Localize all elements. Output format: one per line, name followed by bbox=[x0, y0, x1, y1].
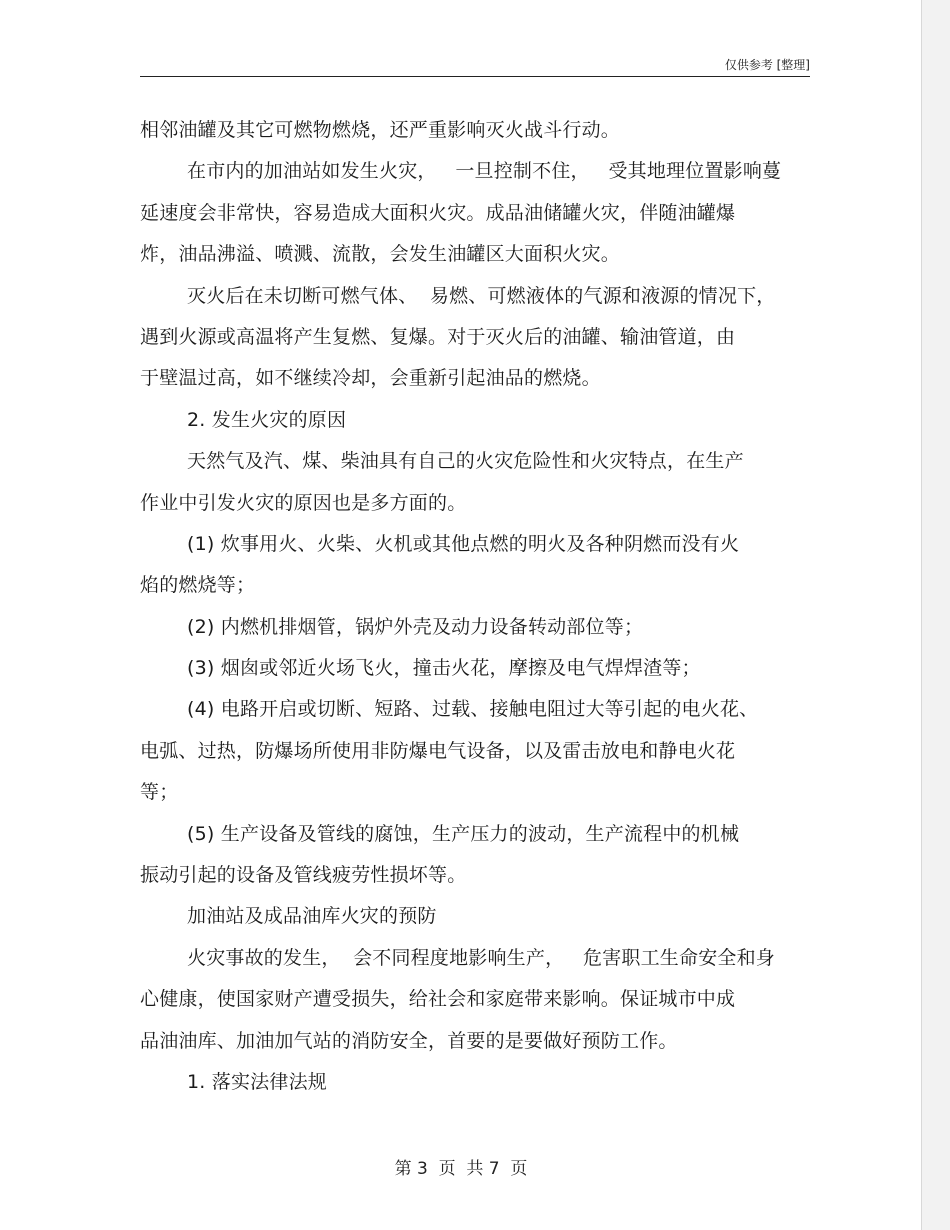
text-line: 作业中引发火灾的原因也是多方面的。 bbox=[140, 491, 467, 514]
text-line: 天然气及汽、煤、柴油具有自己的火灾危险性和火灾特点，在生产 bbox=[187, 450, 744, 473]
page-header bbox=[140, 52, 810, 77]
text-line: 心健康，使国家财产遭受损失，给社会和家庭带来影响。保证城市中成 bbox=[140, 988, 736, 1011]
page-edge bbox=[921, 0, 950, 1230]
text-line: 等； bbox=[140, 781, 179, 804]
text-line: 品油油库、加油加气站的消防安全，首要的是要做好预防工作。 bbox=[140, 1029, 678, 1052]
text-line: 炸，油品沸溢、喷溅、流散，会发生油罐区大面积火灾。 bbox=[140, 243, 621, 266]
text-line: (1) 炊事用火、火柴、火机或其他点燃的明火及各种阴燃而没有火 bbox=[187, 532, 740, 555]
text-line: 1. 落实法律法规 bbox=[187, 1070, 327, 1093]
header-text: 仅供参考 [整理] bbox=[724, 58, 810, 72]
text-line: 灭火后在未切断可燃气体、 易燃、可燃液体的气源和液源的情况下， bbox=[187, 284, 776, 307]
page-footer: 第 3 页 共 7 页 bbox=[394, 1159, 528, 1179]
text-line: (2) 内燃机排烟管，锅炉外壳及动力设备转动部位等； bbox=[187, 615, 644, 638]
text-line: 焰的燃烧等； bbox=[140, 574, 256, 597]
text-line: (4) 电路开启或切断、短路、过载、接触电阻过大等引起的电火花、 bbox=[187, 698, 759, 721]
document-body bbox=[140, 110, 810, 1103]
text-line: 在市内的加油站如发生火灾， 一旦控制不住， 受其地理位置影响蔓 bbox=[187, 160, 782, 183]
text-line: (5) 生产设备及管线的腐蚀，生产压力的波动，生产流程中的机械 bbox=[187, 822, 740, 845]
text-line: 电弧、过热，防爆场所使用非防爆电气设备，以及雷击放电和静电火花 bbox=[140, 739, 736, 762]
text-line: 于壁温过高，如不继续冷却，会重新引起油品的燃烧。 bbox=[140, 367, 601, 390]
text-line: 相邻油罐及其它可燃物燃烧，还严重影响灭火战斗行动。 bbox=[140, 119, 621, 141]
text-line: 遇到火源或高温将产生复燃、复爆。对于灭火后的油罐、输油管道，由 bbox=[140, 325, 736, 348]
text-line: 火灾事故的发生， 会不同程度地影响生产， 危害职工生命安全和身 bbox=[187, 946, 775, 969]
text-line: 加油站及成品油库火灾的预防 bbox=[187, 905, 437, 928]
text-line: 振动引起的设备及管线疲劳性损坏等。 bbox=[140, 864, 467, 887]
text-line: (3) 烟囱或邻近火场飞火，撞击火花，摩擦及电气焊焊渣等； bbox=[187, 657, 701, 680]
text-line: 2. 发生火灾的原因 bbox=[187, 408, 347, 431]
text-line: 延速度会非常快，容易造成大面积火灾。成品油储罐火灾，伴随油罐爆 bbox=[140, 201, 736, 224]
